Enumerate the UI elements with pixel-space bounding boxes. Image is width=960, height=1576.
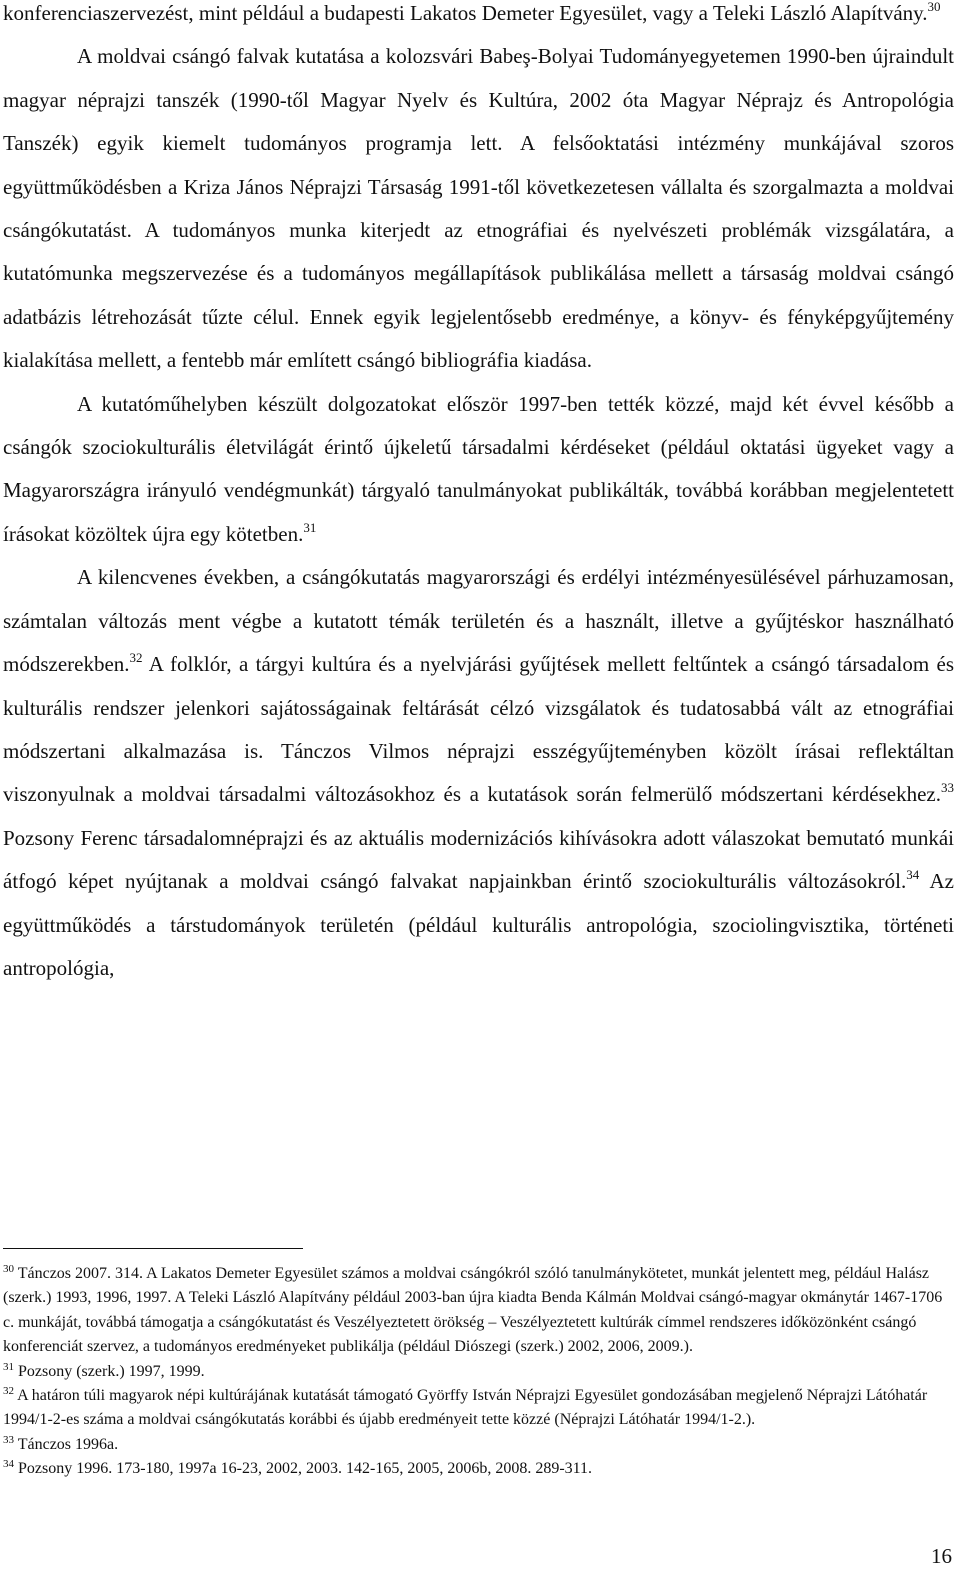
footnote-separator (3, 1248, 303, 1249)
paragraph-4 (3, 556, 954, 990)
paragraph-3 (3, 383, 954, 557)
paragraph-3-text: A kutatóműhelyben készült dolgozatokat először 1997-ben tették közzé, majd két évvel később a csángók szociokulturális életvilágát érintő újkeletű társadalmi kérdéseket (például oktatási ügyeket vagy a Magyarországra irányuló vendégmunkát) tárgyaló tanulmányokat publikálták, továbbá korábban megjelentetett írásokat közöltek újra egy kötetben. (3, 391, 954, 546)
paragraph-4-text-2: A folklór, a tárgyi kultúra és a nyelvjárási gyűjtések mellett feltűntek a csángó társadalom és kulturális rendszer jelenkori sajátosságainak feltárását célzó vizsgálatok és tudatosabbá vált az etnográfiai módszertani alkalmazása is. Tánczos Vilmos néprajzi esszégyűjteményben közölt írásai reflektáltan viszonyulnak a moldvai társadalmi változásokhoz és a kutatások során felmerülő módszertani kérdésekhez. (3, 652, 954, 807)
paragraph-2 (3, 35, 954, 382)
document-page (3, 0, 954, 990)
footnote-32 (3, 1384, 954, 1433)
footnote-number: 30 (3, 1263, 14, 1275)
footnote-number: 34 (3, 1458, 14, 1471)
footnote-ref-31[interactable]: 31 (303, 519, 317, 535)
footnote-ref-30[interactable]: 30 (927, 0, 941, 14)
paragraph-1 (3, 0, 954, 35)
footnote-text: Pozsony (szerk.) 1997, 1999. (18, 1362, 205, 1380)
footnote-34 (3, 1457, 954, 1481)
footnote-text: A határon túli magyarok népi kultúrájának kutatását támogató Györffy István Néprajzi Egyesület gondozásában megjelenő Néprajzi Látóhatár 1994/1-2-es száma a moldvai csángókutatás korábbi és újabb eredményeit tette közzé (Néprajzi Látóhatár 1994/1-2.). (3, 1387, 928, 1429)
footnote-number: 33 (3, 1433, 14, 1446)
footnote-ref-33[interactable]: 33 (941, 780, 954, 796)
paragraph-4-text-1: A kilencvenes években, a csángókutatás magyarországi és erdélyi intézményesülésével párhuzamosan, számtalan változás ment végbe a kutatott témák területén és a használt, illetve a gyűjtéskor használható módszerekben. (3, 565, 954, 677)
footnote-text: Tánczos 2007. 314. A Lakatos Demeter Egyesület számos a moldvai csángókról szóló tanulmánykötetet, munkát jelentett meg, például Halász (szerk.) 1993, 1996, 1997. A Teleki László Alapítvány például 2003-ban újra kiadta Benda Kálmán Moldvai csángó-magyar okmánytár 1467-1706 c. munkáját, továbbá támogatja a csángókutatást és Veszélyeztetett örökség – Veszélyeztetett kultúrák címmel rendszeres időközönként csángó konferenciát szervez, a tudományos eredményeket publikálja (például Diószegi (szerk.) 2002, 2006, 2009.). (3, 1265, 943, 1356)
footnote-33 (3, 1433, 954, 1457)
footnote-30 (3, 1262, 954, 1360)
footnote-number: 31 (3, 1360, 14, 1373)
footnote-number: 32 (3, 1385, 14, 1398)
footnote-31 (3, 1360, 954, 1384)
page-number: 16 (931, 1544, 952, 1568)
paragraph-2-text: A moldvai csángó falvak kutatása a kolozsvári Babeş-Bolyai Tudományegyetemen 1990-ben újraindult magyar néprajzi tanszék (1990-től Magyar Nyelv és Kultúra, 2002 óta Magyar Néprajz és Antropológia Tanszék) egyik kiemelt tudományos programja lett. A felsőoktatási intézmény munkájával szoros együttműködésben a Kriza János Néprajzi Társaság 1991-től következetesen vállalta és szorgalmazta a moldvai csángókutatást. A tudományos munka kiterjedt az etnográfiai és nyelvészeti problémák vizsgálatára, a kutatómunka megszervezése és a tudományos megállapítások publikálása mellett a társaság moldvai csángó adatbázis létrehozását tűzte célul. Ennek egyik legjelentősebb eredménye, a könyv- és fényképgyűjtemény kialakítása mellett, a fentebb már említett csángó bibliográfia kiadása. (3, 44, 954, 373)
footnote-ref-32[interactable]: 32 (129, 650, 143, 666)
paragraph-1-text: konferenciaszervezést, mint például a budapesti Lakatos Demeter Egyesület, vagy a Teleki László Alapítvány. (3, 1, 928, 25)
footnote-ref-34[interactable]: 34 (906, 867, 920, 883)
paragraph-4-text-3: Pozsony Ferenc társadalomnéprajzi és az aktuális modernizációs kihívásokra adott válaszokat bemutató munkái átfogó képet nyújtanak a moldvai csángó falvakat napjainkban érintő szociokulturális változásokról. (3, 825, 954, 894)
footnote-text: Tánczos 1996a. (17, 1435, 119, 1453)
paragraph-4-text-4: Az együttműködés a társtudományok területén (például kulturális antropológia, szociolingvisztika, történeti antropológia, (3, 869, 954, 980)
footnote-text: Pozsony 1996. 173-180, 1997a 16-23, 2002, 2003. 142-165, 2005, 2006b, 2008. 289-311. (18, 1460, 593, 1478)
footnotes (3, 1262, 954, 1482)
